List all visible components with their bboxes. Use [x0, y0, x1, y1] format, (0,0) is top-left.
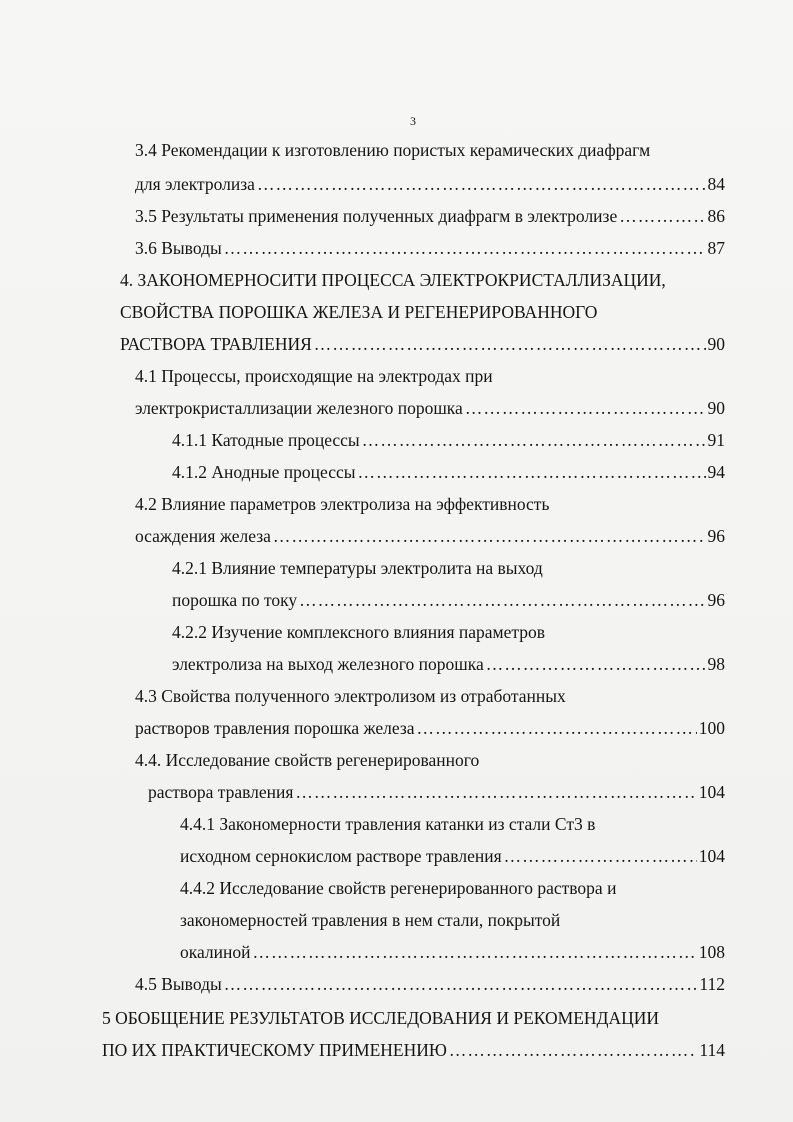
toc-entry-text: для электролиза	[135, 174, 255, 194]
toc-entry-4-1-1	[172, 428, 725, 452]
toc-page-number: 90	[707, 334, 725, 354]
toc-entry-3-5	[135, 204, 725, 228]
dot-leader	[295, 780, 696, 804]
toc-page-number: 112	[699, 974, 725, 994]
toc-entry-4-3-line1	[135, 684, 566, 708]
dot-leader	[224, 236, 706, 260]
toc-entry-4-3-line2	[135, 716, 725, 740]
toc-entry-3-4-line1	[135, 138, 650, 162]
toc-entry-text: 3.4 Рекомендации к изготовлению пористых керамических диафрагм	[135, 140, 651, 160]
dot-leader	[314, 332, 706, 356]
toc-entry-text: 3.6 Выводы	[135, 238, 222, 258]
toc-page-number: 90	[707, 398, 725, 418]
toc-entry-text: 4.1 Процессы, происходящие на электродах при	[135, 366, 493, 386]
toc-entry-4-2-1-line2	[172, 588, 725, 612]
toc-entry-4-4-2-line2	[180, 908, 560, 932]
toc-entry-4-1-2	[172, 460, 725, 484]
toc-entry-4-5	[135, 972, 725, 996]
toc-entry-text: 4.4.1 Закономерности травления катанки из стали Ст3 в	[180, 814, 596, 834]
toc-entry-4-1-line2	[135, 396, 725, 420]
toc-page-number: 100	[698, 718, 725, 738]
toc-entry-4-2-line2	[135, 524, 725, 548]
toc-page-number: 98	[707, 654, 725, 674]
toc-entry-text: РАСТВОРА ТРАВЛЕНИЯ	[120, 334, 312, 354]
dot-leader	[253, 940, 697, 964]
toc-entry-text: 3.5 Результаты применения полученных диафрагм в электролизе	[135, 206, 618, 226]
toc-entry-4-4-1-line2	[180, 844, 725, 868]
toc-entry-text: раствора травления	[148, 782, 294, 802]
dot-leader	[224, 972, 698, 996]
toc-entry-text: растворов травления порошка железа	[135, 718, 415, 738]
toc-entry-text: исходном сернокислом растворе травления	[180, 846, 502, 866]
toc-entry-text: 4.1.2 Анодные процессы	[172, 462, 356, 482]
toc-entry-3-6	[135, 236, 725, 260]
toc-entry-text: 4.2.1 Влияние температуры электролита на выход	[172, 558, 543, 578]
toc-entry-4-4-line1	[135, 748, 479, 772]
toc-entry-3-4-line2	[135, 172, 725, 196]
toc-entry-text: СВОЙСТВА ПОРОШКА ЖЕЛЕЗА И РЕГЕНЕРИРОВАННОГО	[120, 302, 598, 322]
dot-leader	[465, 396, 706, 420]
dot-leader	[486, 652, 706, 676]
toc-page-number: 96	[707, 526, 725, 546]
toc-entry-text: 4.3 Свойства полученного электролизом из отработанных	[135, 686, 566, 706]
toc-entry-text: ПО ИХ ПРАКТИЧЕСКОМУ ПРИМЕНЕНИЮ	[102, 1040, 447, 1060]
toc-page-number: 91	[707, 430, 725, 450]
toc-entry-text: 4.1.1 Катодные процессы	[172, 430, 360, 450]
toc-page-number: 94	[707, 462, 725, 482]
toc-chapter-4-line3	[120, 332, 725, 356]
toc-page-number: 114	[699, 1040, 725, 1060]
toc-entry-text: порошка по току	[172, 590, 298, 610]
toc-entry-4-2-line1	[135, 492, 549, 516]
toc-entry-text: 4.2.2 Изучение комплексного влияния параметров	[172, 622, 545, 642]
toc-chapter-4-line1	[120, 268, 666, 292]
toc-chapter-5-line2	[102, 1038, 725, 1062]
toc-entry-4-2-2-line2	[172, 652, 725, 676]
toc-entry-4-2-1-line1	[172, 556, 543, 580]
toc-entry-text: электролиза на выход железного порошка	[172, 654, 484, 674]
toc-entry-4-4-2-line3	[180, 940, 725, 964]
toc-page-number: 86	[707, 206, 725, 226]
toc-page-number: 87	[707, 238, 725, 258]
dot-leader	[257, 172, 706, 196]
toc-entry-text: окалиной	[180, 942, 251, 962]
dot-leader	[273, 524, 706, 548]
toc-entry-text: 4.5 Выводы	[135, 974, 222, 994]
toc-entry-text: 5 ОБОБЩЕНИЕ РЕЗУЛЬТАТОВ ИССЛЕДОВАНИЯ И РЕКОМЕНДАЦИИ	[102, 1008, 660, 1028]
dot-leader	[504, 844, 697, 868]
toc-entry-text: закономерностей травления в нем стали, покрытой	[180, 910, 561, 930]
dot-leader	[362, 428, 706, 452]
toc-page-number: 96	[707, 590, 725, 610]
toc-entry-text: 4. ЗАКОНОМЕРНОСИТИ ПРОЦЕССА ЭЛЕКТРОКРИСТАЛЛИЗАЦИИ,	[120, 270, 666, 290]
toc-entry-text: осаждения железа	[135, 526, 271, 546]
toc-entry-4-1-line1	[135, 364, 493, 388]
toc-entry-text: 4.4. Исследование свойств регенерированного	[135, 750, 480, 770]
toc-chapter-5-line1	[102, 1006, 659, 1030]
toc-entry-4-4-1-line1	[180, 812, 595, 836]
toc-entry-4-2-2-line1	[172, 620, 545, 644]
toc-page-number: 104	[698, 782, 725, 802]
dot-leader	[358, 460, 706, 484]
toc-page-number: 104	[698, 846, 725, 866]
page-number: 3	[410, 114, 416, 128]
toc-entry-text: электрокристаллизации железного порошка	[135, 398, 463, 418]
toc-entry-4-4-line2	[148, 780, 725, 804]
toc-entry-text: 4.2 Влияние параметров электролиза на эффективность	[135, 494, 550, 514]
toc-page-number: 84	[707, 174, 725, 194]
toc-chapter-4-line2	[120, 300, 597, 324]
dot-leader	[299, 588, 705, 612]
dot-leader	[417, 716, 697, 740]
dot-leader	[619, 204, 705, 228]
toc-entry-text: 4.4.2 Исследование свойств регенерированного раствора и	[180, 878, 617, 898]
dot-leader	[449, 1038, 698, 1062]
toc-entry-4-4-2-line1	[180, 876, 616, 900]
toc-page-number: 108	[698, 942, 725, 962]
